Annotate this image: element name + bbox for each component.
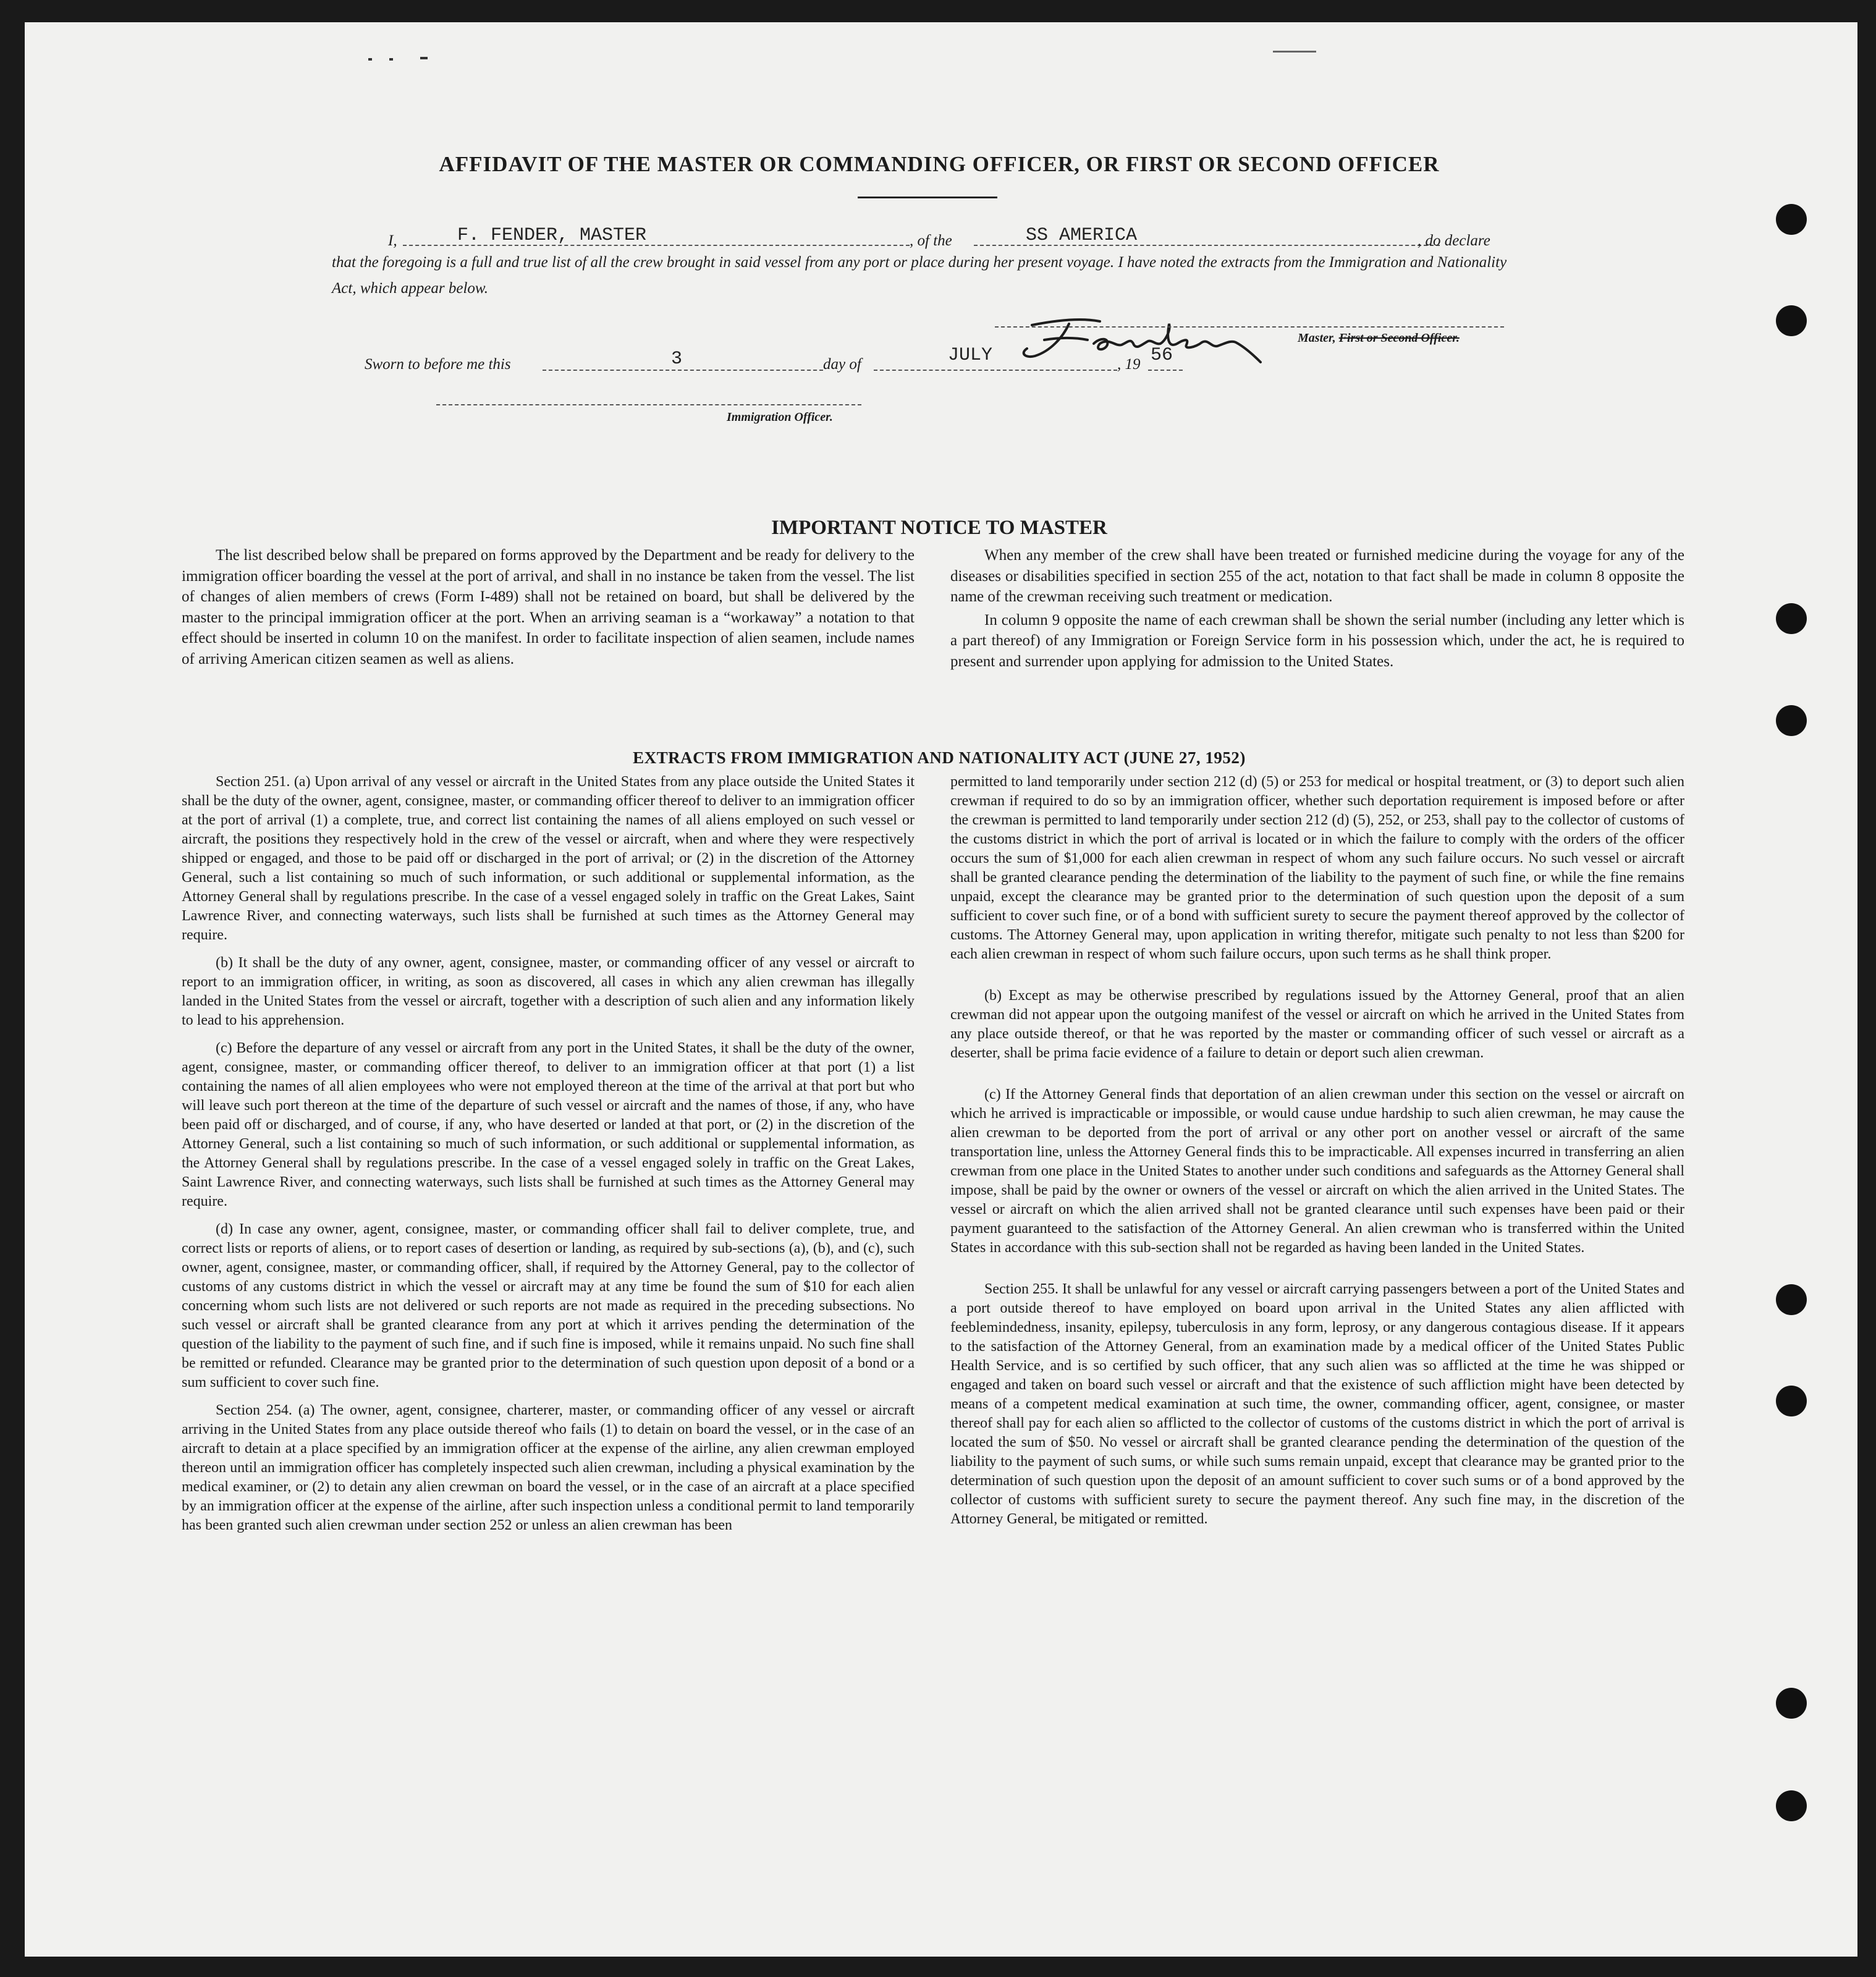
affidavit-title: AFFIDAVIT OF THE MASTER OR COMMANDING OFFICER, OR FIRST OR SECOND OFFICER <box>439 152 1440 176</box>
day-of-label: day of <box>823 356 861 373</box>
signer-role-struck: First or Second Officer. <box>1338 331 1460 345</box>
binder-hole <box>1776 1790 1807 1821</box>
extract-paragraph: (b) It shall be the duty of any owner, agent, consignee, master, or commanding officer of any vessel or aircraft to report to an immigration officer, in writing, as soon as discovered, all cases in which any alien crewman has illegally landed in the United States from the vessel or aircraft, together with a description of such alien and any information likely to lead to his apprehension. <box>182 955 915 1028</box>
scan-mark <box>1273 51 1316 53</box>
extracts-title: EXTRACTS FROM IMMIGRATION AND NATIONALITY ACT (JUNE 27, 1952) <box>633 748 1246 767</box>
binder-hole <box>1776 204 1807 235</box>
scan-mark <box>420 57 428 59</box>
extract-paragraph: (c) If the Attorney General finds that deportation of an alien crewman under this section on the vessel or aircraft on which he arrived is impracticable or impossible, or would cause undue hardship to such alien crewman, he may cause the alien crewman to be deported from the port of arrival or any other port on another vessel or aircraft of the same transportation line, unless the Attorney General finds this to be impracticable. All expenses incurred in transferring an alien crewman from one place in the United States to another under such conditions and safeguards as the Attorney General shall impose, shall be paid by the owner or owners of the vessel or aircraft on which the alien arrived in the United States. The vessel or aircraft on which the alien arrived shall not be granted clearance until such expenses have been paid or their payment guaranteed to the satisfaction of the Attorney General. An alien crewman who is transferred within the United States in accordance with this sub-section shall not be regarded as having been landed in the United States. <box>950 1086 1684 1256</box>
officer-signature-line <box>436 404 861 405</box>
extract-paragraph: Section 255. It shall be unlawful for any vessel or aircraft carrying passengers between a port of the United States and a port outside thereof to have employed on board upon arrival in the United States any alien afflicted with feeblemindedness, insanity, epilepsy, tuberculosis in any form, leprosy, or any dangerous contagious disease. If it appears to the satisfaction of the Attorney General, from an examination made by a medical officer of the United States Public Health Service, and is so certified by such officer, that any such alien was so afflicted at the time he was shipped or engaged and taken on board such vessel or aircraft and that the existence of such affliction might have been detected by means of a competent medical examination at such time, the owner, commanding officer, agent, consignee, or master thereof shall pay for each alien so afflicted to the collector of customs of the customs district in which the port of arrival is located the sum of $50. No vessel or aircraft shall be granted clearance pending the determination of the question of the liability to the payment of such sums, or while such sums remain unpaid, except that clearance may be granted prior to the determination of such question upon the deposit of an amount sufficient to cover such sums or of a bond approved by the collector of customs with sufficient surety to secure the payment thereof. Any such fine may, in the discretion of the Attorney General, be mitigated or remitted. <box>950 1281 1684 1527</box>
i-label: I, <box>388 232 397 249</box>
officer-label: Immigration Officer. <box>727 410 833 424</box>
year-prefix: , 19 <box>1117 356 1141 373</box>
notice-paragraph: When any member of the crew shall have been treated or furnished medicine during the voyage for any of the diseases or disabilities specified in section 255 of the act, notation to that fact shall be made in column 8 opposite the name of the crewman receiving such treatment or medication. <box>950 547 1684 605</box>
vessel-field: SS AMERICA <box>1026 225 1138 246</box>
extract-paragraph: Section 251. (a) Upon arrival of any vessel or aircraft in the United States from any place outside the United States it shall be the duty of the owner, agent, consignee, master, or commanding officer thereof to deliver to an immigration officer at the port of arrival (1) a complete, true, and correct list containing the names of all aliens employed on such vessel or aircraft, the positions they respectively hold in the crew of the vessel or aircraft, when and where they were respectively shipped or engaged, and those to be paid off or discharged in the port of arrival; or (2) in the discretion of the Attorney General, such a list containing so much of such information, or such additional or supplemental information, as the Attorney General shall by regulations prescribe. In the case of a vessel engaged solely in traffic on the Great Lakes, Saint Lawrence River, and connecting waterways, such lists shall be furnished at such times as the Attorney General may require. <box>182 774 915 943</box>
signature-line <box>995 326 1504 328</box>
sworn-day-line <box>543 370 823 371</box>
declaration-text: that the foregoing is a full and true list of all the crew brought in said vessel from any port or place during her present voyage. I have noted the extracts from the Immigration and Nationality Act, which appear below. <box>332 254 1507 297</box>
sworn-month-line <box>874 370 1117 371</box>
extract-paragraph: (b) Except as may be otherwise prescribed by regulations issued by the Attorney General, proof that an alien crewman did not appear upon the outgoing manifest of the vessel or aircraft on which he arrived in the United States from any place outside thereof, or that he was reported by the master or commanding officer of such vessel or aircraft as a deserter, shall be prima facie evidence of a failure to detain or deport such alien crewman. <box>950 988 1684 1061</box>
extract-paragraph: (d) In case any owner, agent, consignee, master, or commanding officer shall fail to deliver complete, true, and correct lists or reports of aliens, or to report cases of desertion or landing, as required by sub-sections (a), (b), and (c), such owner, agent, consignee, master, or commanding officer, shall, if required by the Attorney General, pay to the collector of customs of any customs district in which the vessel or aircraft may at any time be found the sum of $10 for each alien concerning whom such lists are not delivered or such reports are not made as required in the preceding subsections. No such vessel or aircraft shall be granted clearance from any port at which it arrives pending the determination of the question of the liability to the payment of such fine, and if such fine is imposed, while it remains unpaid. No such fine shall be remitted or refunded. Clearance may be granted prior to the determination of such question upon deposit of a bond or a sum sufficient to cover such fine. <box>182 1221 915 1391</box>
binder-hole <box>1776 1284 1807 1315</box>
binder-hole <box>1776 603 1807 634</box>
binder-hole <box>1776 1386 1807 1416</box>
declarant-field: F. FENDER, MASTER <box>457 225 647 246</box>
signer-role <box>1298 331 1460 345</box>
extracts-left-column <box>182 773 915 1544</box>
notice-paragraph: In column 9 opposite the name of each crewman shall be shown the serial number (including any letter which is a part thereof) of any Immigration or Foreign Service form in his possession which, under the act, he is required to present and surrender upon applying for admission to the United States. <box>950 611 1684 670</box>
sworn-day-field: 3 <box>671 349 683 370</box>
scan-mark <box>389 58 393 61</box>
binder-hole <box>1776 1688 1807 1719</box>
document-page <box>25 22 1857 1957</box>
notice-left-column <box>182 545 915 672</box>
notice-title: IMPORTANT NOTICE TO MASTER <box>771 517 1107 539</box>
extract-paragraph: Section 254. (a) The owner, agent, consignee, charterer, master, or commanding officer of any vessel or aircraft arriving in the United States from any place outside thereof who fails (1) to detain on board the vessel, or in the case of an aircraft to detain at a place specified by an immigration officer at the expense of the airline, any alien crewman employed thereon until an immigration officer has completely inspected such alien crewman, including a physical examination by the medical examiner, or (2) to detain any alien crewman on board the vessel, or in the case of an aircraft at a place specified by an immigration officer at the expense of the airline, after such inspection unless a conditional permit to land temporarily has been granted such alien crewman under section 252 or unless an alien crewman has been <box>182 1402 915 1533</box>
binder-hole <box>1776 305 1807 336</box>
signature-image <box>1001 313 1285 368</box>
title-rule <box>858 197 997 198</box>
year-field: 56 <box>1151 345 1173 366</box>
of-the-label: , of the <box>910 232 952 249</box>
notice-paragraph: The list described below shall be prepared on forms approved by the Department and be ready for delivery to the immigration officer boarding the vessel at the port of arrival, and shall in no instance be taken from the vessel. The list of changes of alien members of crews (Form I-489) shall not be retained on board, but shall be delivered by the master to the principal immigration officer at the port. When an arriving seaman is a “workaway” a notation to that effect should be inserted in column 10 on the manifest. In order to facilitate inspection of alien seamen, include names of arriving American citizen seamen as well as aliens. <box>182 547 915 667</box>
sworn-month-field: JULY <box>948 345 993 366</box>
extract-paragraph: permitted to land temporarily under section 212 (d) (5) or 253 for medical or hospital treatment, or (3) to deport such alien crewman if required to do so by an immigration officer, whether such deportation requirement is imposed before or after the crewman is permitted to land temporarily under section 212 (d) (5), 252, or 253, shall pay to the collector of customs of the customs district in which the port of arrival is located or in which the failure to comply with the orders of the officer occurs the sum of $1,000 for each alien crewman in respect of whom any such failure occurs. No such vessel or aircraft shall be granted clearance pending the determination of the liability to the payment of such fine, or while the fine remains unpaid, except the clearance may be granted prior to the determination of such question upon the deposit of a sum sufficient to cover such fine, or of a bond with sufficient surety to secure the payment thereof approved by the collector of customs. The Attorney General may, upon application in writing therefor, mitigate such penalty to not less than $200 for each alien crewman in respect of whom such failure occurs, upon such terms as he shall think proper. <box>950 774 1684 962</box>
extract-paragraph: (c) Before the departure of any vessel or aircraft from any port in the United States, it shall be the duty of the owner, agent, consignee, master, or commanding officer thereof, to deliver to an immigration officer at that port (1) a list containing the names of all alien employees who were not employed thereon at the time of the arrival at that port but who will leave such port thereon at the time of the departure of such vessel or aircraft and the names of those, if any, who have been paid off or discharged, and of course, if any, who have deserted or landed at that port, or (2) in the discretion of the Attorney General, such a list containing so much of such information, or such additional or supplemental information, as the Attorney General shall by regulations prescribe. In the case of a vessel engaged solely in traffic on the Great Lakes, Saint Lawrence River, and connecting waterways, such lists shall be furnished at such times as the Attorney General may require. <box>182 1040 915 1209</box>
binder-hole <box>1776 705 1807 736</box>
year-line <box>1148 370 1183 371</box>
extracts-right-column <box>950 773 1684 1538</box>
scan-mark <box>368 58 372 61</box>
signer-role-label: Master, <box>1298 331 1336 345</box>
notice-right-column <box>950 545 1684 674</box>
sworn-label: Sworn to before me this <box>365 356 511 373</box>
do-declare-label: , do declare <box>1418 232 1490 249</box>
